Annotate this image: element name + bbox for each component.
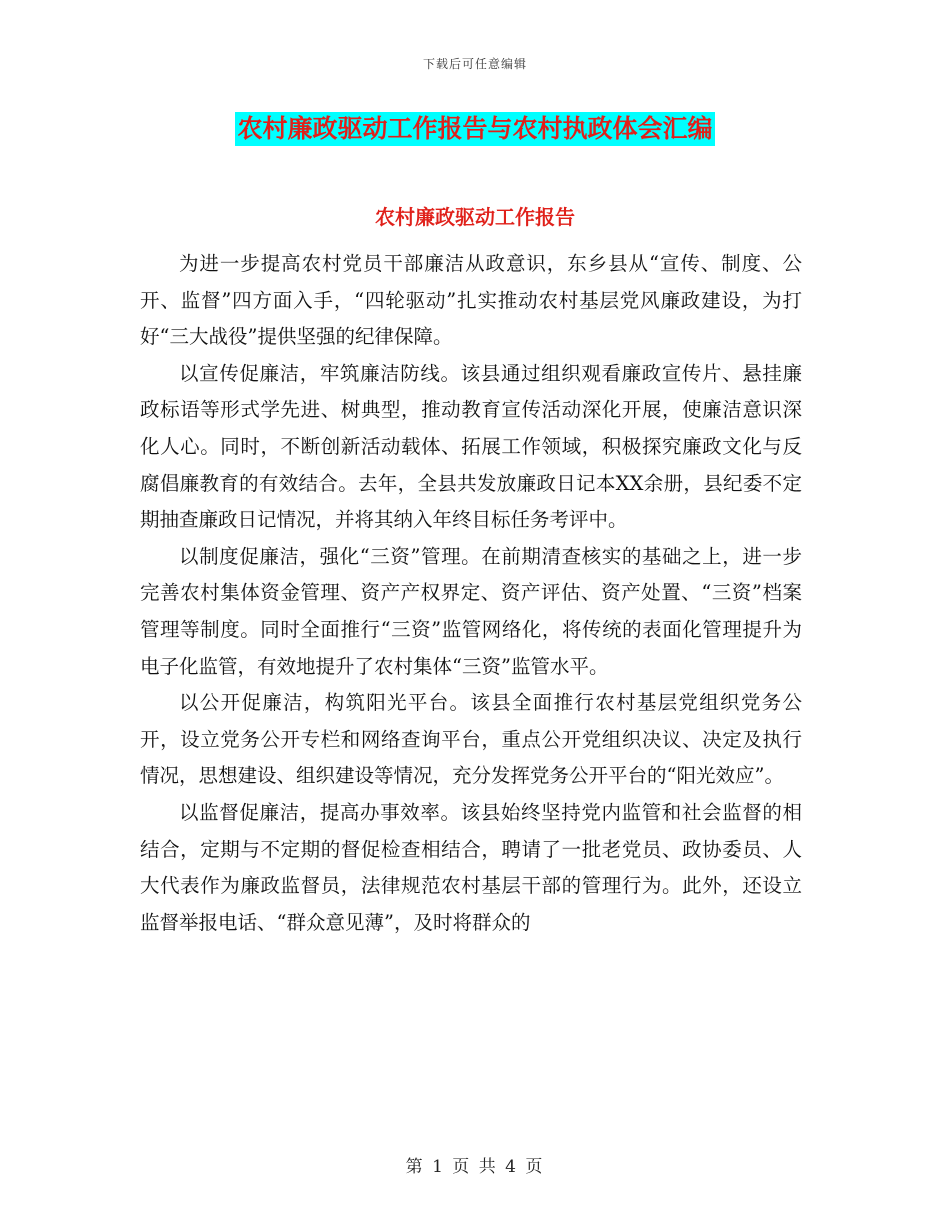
body-text xyxy=(140,246,802,941)
paragraph: 为进一步提高农村党员干部廉洁从政意识，东乡县从“宣传、制度、公开、监督”四方面入手，“四轮驱动”扎实推动农村基层党风廉政建设，为打好“三大战役”提供坚强的纪律保障。 xyxy=(140,252,802,349)
main-title-container xyxy=(0,112,950,146)
page-number: 第 1 页 共 4 页 xyxy=(405,1157,545,1177)
header-note: 下载后可任意编辑 xyxy=(422,57,527,71)
paragraph: 以宣传促廉洁，牢筑廉洁防线。该县通过组织观看廉政宣传片、悬挂廉政标语等形式学先进、树典型，推动教育宣传活动深化开展，使廉洁意识深化人心。同时，不断创新活动载体、拓展工作领域，积极探究廉政文化与反腐倡廉教育的有效结合。去年，全县共发放廉政日记本XX余册，县纪委不定期抽查廉政日记情况，并将其纳入年终目标任务考评中。 xyxy=(140,361,802,532)
paragraph: 以制度促廉洁，强化“三资”管理。在前期清查核实的基础之上，进一步完善农村集体资金管理、资产产权界定、资产评估、资产处置、“三资”档案管理等制度。同时全面推行“三资”监管网络化，将传统的表面化管理提升为电子化监管，有效地提升了农村集体“三资”监管水平。 xyxy=(140,544,802,678)
main-title: 农村廉政驱动工作报告与农村执政体会汇编 xyxy=(235,112,714,146)
paragraph: 以监督促廉洁，提高办事效率。该县始终坚持党内监管和社会监督的相结合，定期与不定期的督促检查相结合，聘请了一批老党员、政协委员、人大代表作为廉政监督员，法律规范农村基层干部的管理行为。此外，还设立监督举报电话、“群众意见薄”，及时将群众的 xyxy=(140,800,802,934)
paragraph: 以公开促廉洁，构筑阳光平台。该县全面推行农村基层党组织党务公开，设立党务公开专栏和网络查询平台，重点公开党组织决议、决定及执行情况，思想建设、组织建设等情况，充分发挥党务公开平台的“阳光效应”。 xyxy=(140,691,802,788)
section-title: 农村廉政驱动工作报告 xyxy=(375,205,575,229)
page-footer xyxy=(0,1152,950,1177)
